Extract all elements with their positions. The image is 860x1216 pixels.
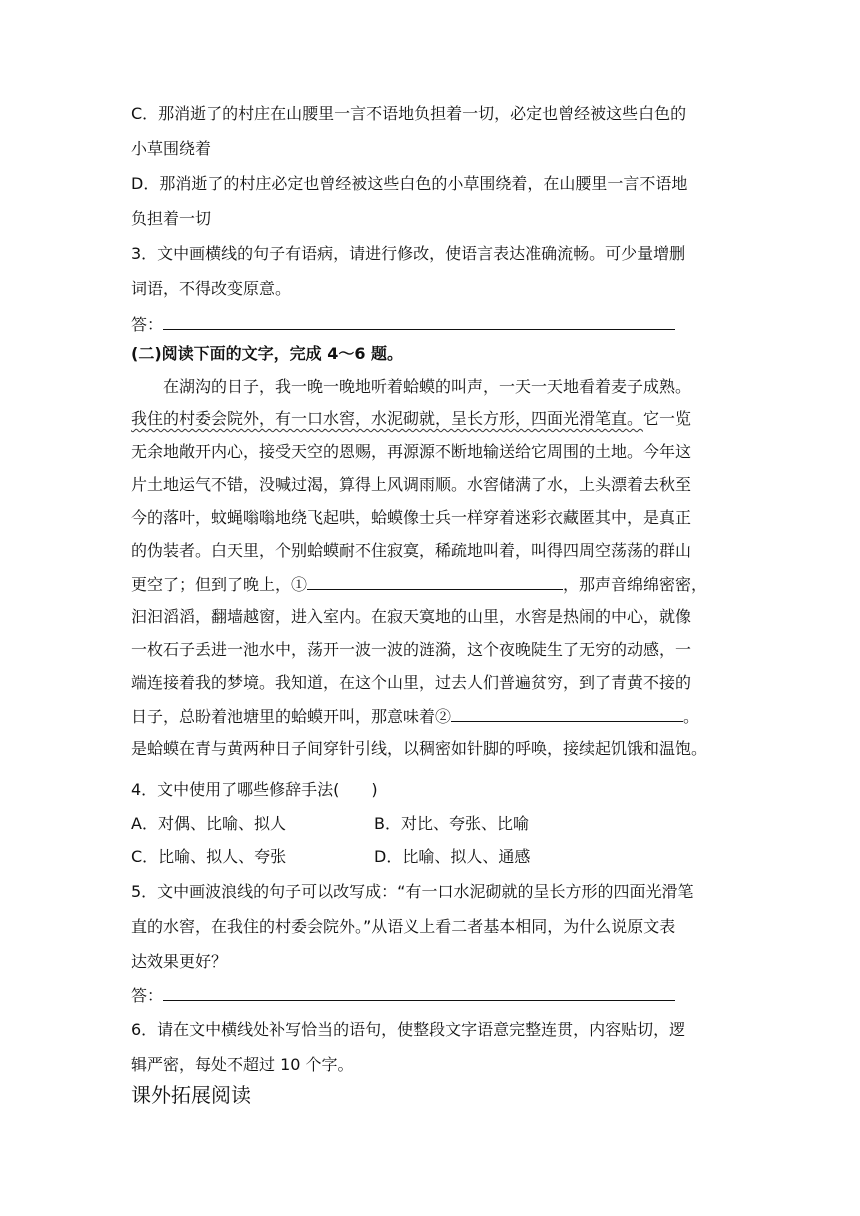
- answer-blank[interactable]: [163, 314, 675, 330]
- question-6-line1: 6．请在文中横线处补写恰当的语句，使整段文字语意完整连贯，内容贴切，逻: [131, 1020, 686, 1039]
- passage-line: 是蛤蟆在青与黄两种日子间穿针引线，以稠密如针脚的呼唤，接续起饥饿和温饱。: [131, 739, 708, 758]
- answer-label: 答：: [131, 315, 164, 334]
- passage-line: 的伪装者。白天里，个别蛤蟆耐不住寂寞，稀疏地叫着，叫得四周空荡荡的群山: [131, 541, 692, 560]
- option-a[interactable]: A．对偶、比喻、拟人: [131, 814, 286, 833]
- passage-line: 汩汩滔滔，翻墙越窗，进入室内。在寂天寞地的山里，水窖是热闹的中心，就像: [131, 607, 692, 626]
- passage-line: 端连接着我的梦境。我知道，在这个山里，过去人们普遍贫穷，到了青黄不接的: [131, 673, 692, 692]
- fill-blank-1[interactable]: [307, 574, 563, 590]
- passage-text: ，那声音绵绵密密，: [563, 575, 708, 594]
- question-4-stem: 4．文中使用了哪些修辞手法( ): [131, 780, 378, 799]
- passage-line: [131, 409, 691, 429]
- passage-text: 。: [683, 707, 700, 726]
- fill-blank-2[interactable]: [451, 706, 683, 722]
- question-6-line2: 辑严密，每处不超过 10 个字。: [131, 1055, 354, 1074]
- wavy-underlined-sentence: 我住的村委会院外，有一口水窖，水泥砌就，呈长方形，四面光滑笔直。: [131, 409, 644, 428]
- question-5-line3: 达效果更好？: [131, 952, 228, 971]
- option-d-line2: 负担着一切: [131, 209, 212, 228]
- passage-text: 更空了；但到了晚上，①: [131, 575, 308, 594]
- question-5-line2: 直的水窖，在我住的村委会院外。”从语义上看二者基本相同，为什么说原文表: [131, 917, 676, 936]
- passage-line: 在湖沟的日子，我一晚一晚地听着蛤蟆的叫声，一天一天地看着麦子成熟。: [163, 377, 692, 396]
- passage-line: [131, 706, 699, 727]
- question-5-answer: [131, 985, 675, 1006]
- question-3-line1: 3．文中画横线的句子有语病，请进行修改，使语言表达准确流畅。可少量增删: [131, 244, 686, 263]
- question-3-line2: 词语，不得改变原意。: [131, 279, 292, 298]
- passage-line: [131, 574, 707, 595]
- question-5-line1: 5．文中画波浪线的句子可以改写成：“有一口水泥砌就的呈长方形的四面光滑笔: [131, 882, 694, 901]
- option-c[interactable]: C．比喻、拟人、夸张: [131, 847, 287, 866]
- option-d-line1: D．那消逝了的村庄必定也曾经被这些白色的小草围绕着，在山腰里一言不语地: [131, 174, 688, 193]
- answer-blank[interactable]: [163, 985, 675, 1001]
- passage-line: 今的落叶，蚊蝇嗡嗡地绕飞起哄，蛤蟆像士兵一样穿着迷彩衣藏匿其中，是真正: [131, 508, 692, 527]
- option-c-line2: 小草围绕着: [131, 139, 212, 158]
- question-3-answer: [131, 314, 675, 335]
- passage-line: 一枚石子丢进一池水中，荡开一波一波的涟漪，这个夜晚陡生了无穷的动感，一: [131, 640, 692, 659]
- answer-label: 答：: [131, 986, 164, 1005]
- extension-reading-heading: 课外拓展阅读: [131, 1083, 251, 1107]
- option-b[interactable]: B．对比、夸张、比喻: [374, 814, 529, 833]
- passage-line: 无余地敞开内心，接受天空的恩赐，再源源不断地输送给它周围的土地。今年这: [131, 442, 692, 461]
- section-2-title: (二)阅读下面的文字，完成 4～6 题。: [131, 344, 404, 363]
- passage-text: 它一览: [643, 409, 692, 428]
- passage-line: 片土地运气不错，没喊过渴，算得上风调雨顺。水窖储满了水，上头漂着去秋至: [131, 475, 692, 494]
- option-d[interactable]: D．比喻、拟人、通感: [374, 847, 531, 866]
- option-c-line1: C．那消逝了的村庄在山腰里一言不语地负担着一切，必定也曾经被这些白色的: [131, 104, 687, 123]
- passage-text: 日子，总盼着池塘里的蛤蟆开叫，那意味着②: [131, 707, 452, 726]
